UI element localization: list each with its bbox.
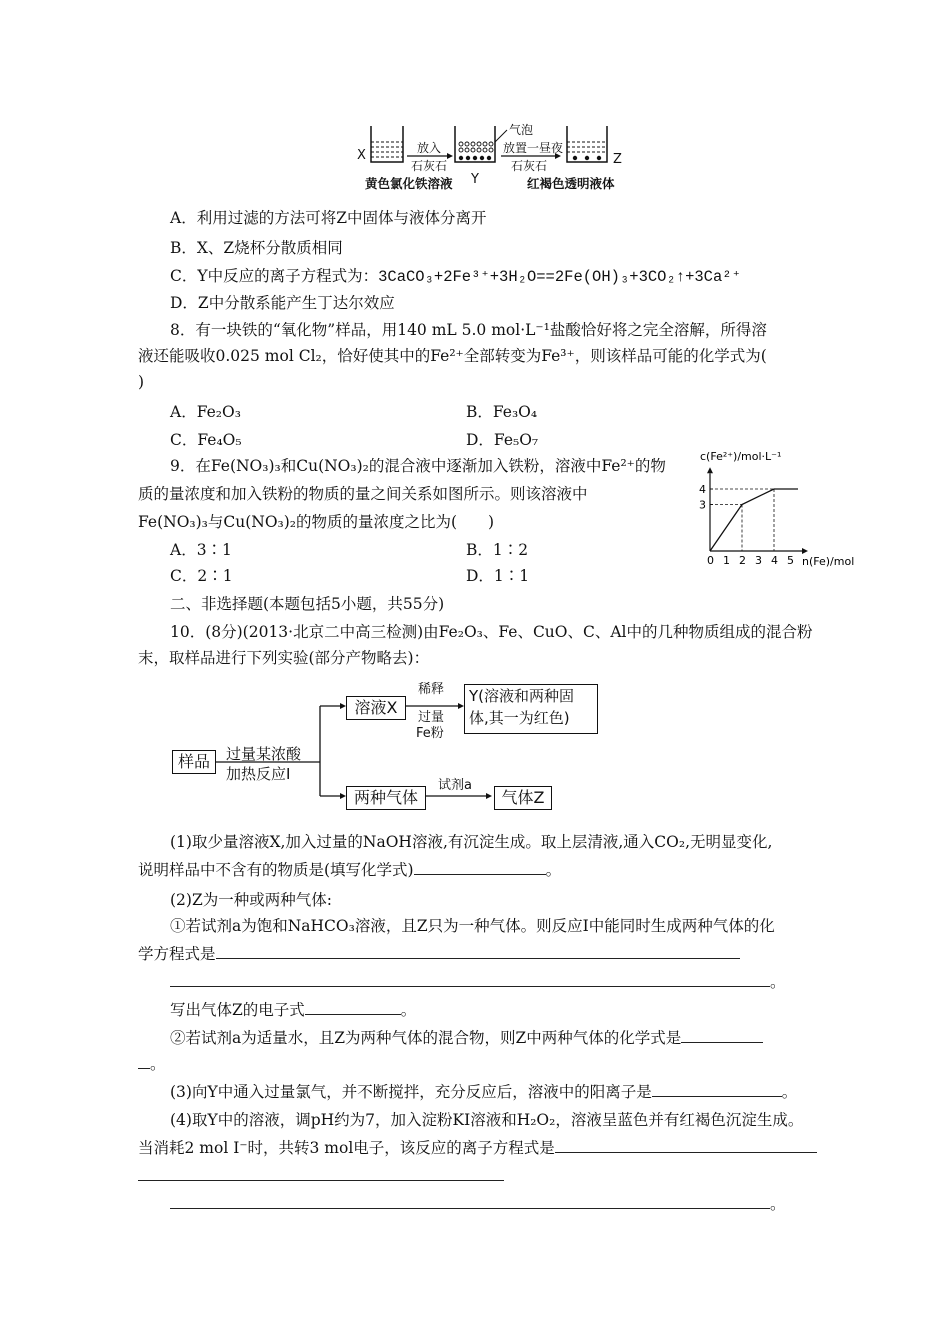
- answer-blank-p2-2a[interactable]: [681, 1028, 763, 1043]
- two-gases-box: 两种气体: [346, 786, 426, 810]
- x-axis-arrow: [802, 548, 808, 554]
- beaker-z: [567, 126, 607, 162]
- chart-ylabel: c(Fe²⁺)/mol·L⁻¹: [700, 450, 782, 463]
- fe-concentration-chart: [690, 448, 865, 573]
- answer-blank-p2-2b[interactable]: [138, 1054, 150, 1069]
- q9-line2: 质的量浓度和加入铁粉的物质的量之间关系如图所示。则该溶液中: [138, 485, 588, 503]
- beaker-x-label: X: [357, 148, 366, 163]
- q9-line3: Fe(NO₃)₃与Cu(NO₃)₂的物质的量浓度之比为( ): [138, 513, 495, 531]
- arrow1-top-label: 放入: [417, 141, 442, 155]
- q10-p3: [170, 1082, 797, 1102]
- y-tick-label: 3: [699, 498, 706, 512]
- x-tick-label: 3: [755, 554, 762, 567]
- chart-xlabel: n(Fe)/mol: [802, 555, 855, 568]
- excess-label: 过量: [418, 710, 445, 725]
- q8-option-d: D．Fe₅O₇: [466, 431, 539, 449]
- q10-p1-line1: (1)取少量溶液X,加入过量的NaOH溶液,有沉淀生成。取上层清液,通入CO₂,无明显变化,: [170, 833, 773, 851]
- q8-line2: 液还能吸收0.025 mol Cl₂，恰好使其中的Fe²⁺全部转变为Fe³⁺，则该样品可能的化学式为(: [138, 347, 767, 365]
- q10-p4-line2-text: 当消耗2 mol I⁻时，共转3 mol电子，该反应的离子方程式是: [138, 1139, 555, 1157]
- answer-blank-p4b[interactable]: [138, 1166, 504, 1181]
- caption-left: 黄色氯化铁溶液: [365, 176, 453, 191]
- q7-option-c: [170, 266, 741, 287]
- q7-option-c-prefix: C．Y中反应的离子方程式为：: [170, 267, 379, 285]
- q9-option-d: D．1∶1: [466, 567, 530, 585]
- q10-p2-head: (2)Z为一种或两种气体:: [170, 891, 332, 909]
- y-axis-arrow: [707, 467, 713, 473]
- q8-line1: 8．有一块铁的“氧化物”样品，用140 mL 5.0 mol·L⁻¹盐酸恰好将之完全溶解，所得溶: [170, 321, 767, 339]
- answer-blank-electron-formula[interactable]: [305, 1000, 401, 1015]
- q9-option-c: C．2∶1: [170, 567, 233, 585]
- beaker-figure: [355, 120, 635, 200]
- q10-p2-1-end: 。: [770, 973, 786, 991]
- q10-p2-2-line1: [170, 1028, 763, 1048]
- chart-svg: [690, 448, 865, 573]
- q10-p1-line2: [138, 860, 561, 880]
- q8-option-a: A．Fe₂O₃: [170, 403, 241, 421]
- gas-z-box: 气体Z: [494, 786, 552, 810]
- q7-option-d: D．Z中分散系能产生丁达尔效应: [170, 294, 395, 312]
- y-box-line1: Y(溶液和两种固: [469, 687, 575, 705]
- q7-option-c-equation: 3CaCO₃+2Fe³⁺+3H₂O==2Fe(OH)₃+3CO₂↑+3Ca²⁺: [378, 268, 741, 286]
- arrow2-top-label: 放置一昼夜: [503, 141, 564, 155]
- q10-p2-1-line3-text: 写出气体Z的电子式: [170, 1001, 305, 1019]
- q10-line1: 10．(8分)(2013·北京二中高三检测)由Fe₂O₃、Fe、CuO、C、Al中的几种物质组成的混合粉: [170, 623, 813, 641]
- q9-line1: 9．在Fe(NO₃)₃和Cu(NO₃)₂的混合液中逐渐加入铁粉，溶液中Fe²⁺的物: [170, 457, 666, 475]
- series-line: [710, 489, 798, 551]
- sample-box: 样品: [172, 750, 216, 774]
- q10-p1-line2-text: 说明样品中不含有的物质是(填写化学式): [138, 861, 414, 879]
- q7-option-a: A．利用过滤的方法可将Z中固体与液体分离开: [170, 209, 487, 227]
- y-box: [464, 684, 598, 734]
- q10-p4-end: 。: [770, 1195, 786, 1213]
- q10-line2: 末，取样品进行下列实验(部分产物略去)：: [138, 649, 430, 667]
- q8-option-b: B．Fe₃O₄: [466, 403, 538, 421]
- q10-p2-1-line2-text: 学方程式是: [138, 945, 216, 963]
- q10-p2-1-line3-end: 。: [400, 1001, 417, 1019]
- flow-chart: [168, 676, 608, 816]
- q8-line3: ): [138, 373, 145, 391]
- y-tick-label: 4: [699, 483, 706, 496]
- x-tick-label: 4: [771, 554, 778, 567]
- beaker-z-label: Z: [613, 152, 622, 167]
- condition-top: 过量某浓酸: [226, 745, 302, 763]
- q10-p4-line1: (4)取Y中的溶液，调pH约为7，加入淀粉KI溶液和H₂O₂，溶液呈蓝色并有红褐色沉淀生成。: [170, 1111, 804, 1129]
- beaker-y: [455, 126, 495, 162]
- q10-p2-2-end: 。: [150, 1055, 166, 1073]
- answer-blank-p1[interactable]: [414, 860, 546, 875]
- answer-blank-p4c[interactable]: [170, 1194, 770, 1209]
- arrow2-bottom-label: 石灰石: [511, 159, 548, 173]
- bubble-label: 气泡: [509, 123, 534, 137]
- q10-p1-end: 。: [545, 861, 562, 879]
- q10-p2-1-line2: [138, 944, 740, 964]
- q7-option-b: B．X、Z烧杯分散质相同: [170, 239, 343, 257]
- caption-right: 红褐色透明液体: [527, 176, 615, 191]
- answer-blank-p4a[interactable]: [555, 1138, 817, 1153]
- y-box-line2: 体,其一为红色): [469, 709, 570, 727]
- solution-x-box: 溶液X: [346, 696, 406, 720]
- q10-p2-1-blankline: [170, 972, 786, 992]
- condition-bottom: 加热反应Ⅰ: [226, 765, 291, 783]
- beaker-x: [371, 126, 403, 162]
- x-tick-label: 2: [739, 554, 746, 567]
- q10-p4-blankline2: [170, 1194, 786, 1214]
- q10-p3-end: 。: [781, 1083, 798, 1101]
- section2-heading: 二、非选择题(本题包括5小题，共55分): [170, 595, 445, 613]
- q9-option-b: B．1∶2: [466, 541, 529, 559]
- fe-powder-label: Fe粉: [416, 726, 444, 741]
- q8-option-c: C．Fe₄O₅: [170, 431, 242, 449]
- q10-p4-line2: [138, 1138, 817, 1158]
- reagent-label: 试剂a: [438, 778, 472, 793]
- x-tick-label: 1: [723, 554, 730, 567]
- beaker-y-label: Y: [471, 172, 479, 187]
- q10-p3-text: (3)向Y中通入过量氯气，并不断搅拌，充分反应后，溶液中的阳离子是: [170, 1083, 652, 1101]
- answer-blank-p2-1b[interactable]: [170, 972, 770, 987]
- q10-p4-blankline1: [138, 1166, 504, 1186]
- q10-p2-2-line1-text: ②若试剂a为适量水，且Z为两种气体的混合物，则Z中两种气体的化学式是: [170, 1029, 682, 1047]
- answer-blank-p2-1a[interactable]: [216, 944, 740, 959]
- answer-blank-p3[interactable]: [652, 1082, 782, 1097]
- q10-p2-1-line1: ①若试剂a为饱和NaHCO₃溶液，且Z只为一种气体。则反应Ⅰ中能同时生成两种气体的化: [170, 917, 775, 935]
- arrow1-bottom-label: 石灰石: [411, 159, 448, 173]
- x-tick-label: 0: [707, 554, 714, 567]
- dilute-label: 稀释: [418, 682, 445, 697]
- x-tick-label: 5: [787, 554, 794, 567]
- q10-p2-2-line2: [138, 1054, 166, 1074]
- q10-p2-1-line3: [170, 1000, 416, 1020]
- q9-option-a: A．3∶1: [170, 541, 232, 559]
